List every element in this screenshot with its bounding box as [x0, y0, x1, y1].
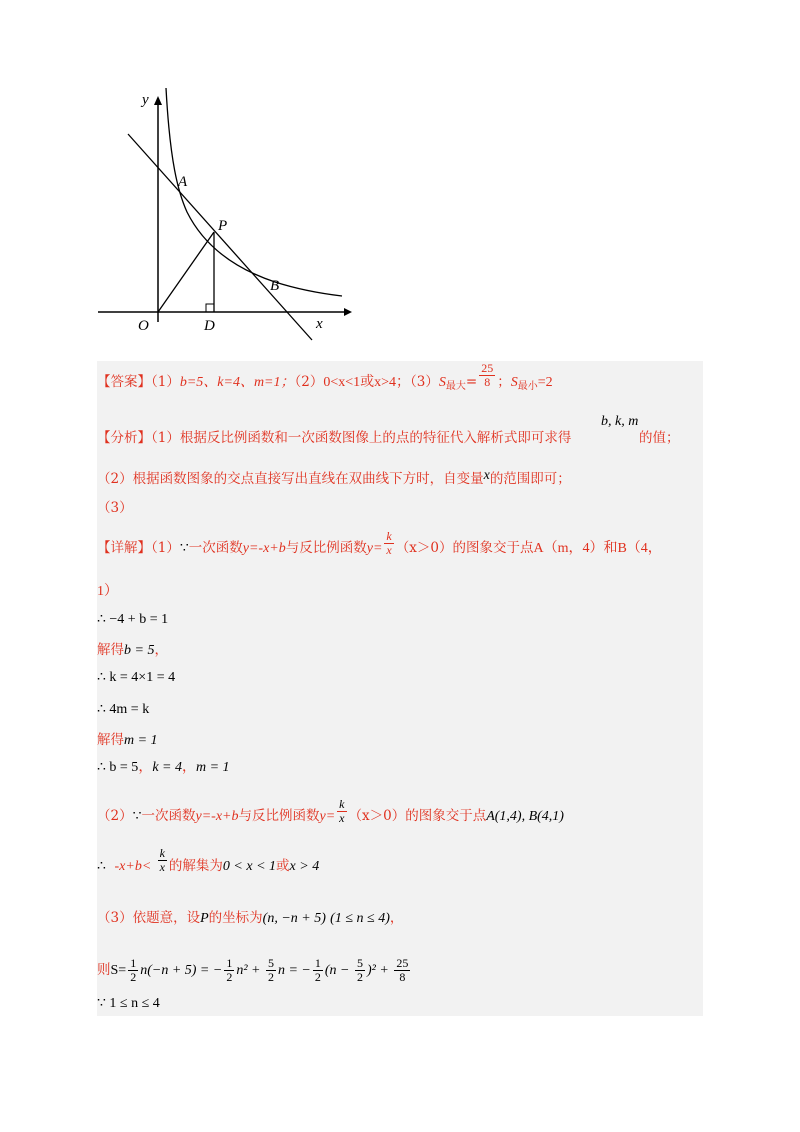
solve1	[97, 641, 168, 660]
solve2-eq: m = 1	[124, 733, 158, 748]
analysis-line3: （3）	[97, 500, 133, 516]
solution-2: x > 4	[289, 859, 320, 874]
answer-part1: （1）	[151, 374, 180, 390]
frac2-k: k	[339, 797, 345, 811]
h3-num: 1	[314, 956, 321, 970]
detail3-P: P	[200, 911, 209, 926]
segment-OP	[158, 232, 214, 312]
detail-text-a: 一次函数	[188, 540, 243, 556]
analysis-text1: （1）根据反比例函数和一次函数图像上的点的特征代入解析式即可求得	[151, 430, 572, 446]
smin-value: =2	[537, 375, 553, 390]
detail-tag: 【详解】	[97, 540, 151, 556]
a25-num: 25	[396, 956, 409, 970]
inverse-function-2: y=	[319, 809, 336, 824]
right-angle-mark	[206, 304, 214, 312]
detail-text-c: （x＞0）的图象交于点	[395, 540, 534, 556]
smax-eq: =	[465, 374, 478, 390]
h1-den: 2	[130, 970, 137, 984]
five-halves-2	[355, 957, 365, 984]
k-over-x-fraction	[384, 530, 393, 557]
detail-part1: （1）	[151, 540, 180, 556]
analysis-tag: 【分析】	[97, 430, 151, 446]
analysis-line1	[97, 429, 571, 447]
analysis-text2b: 的范围即可；	[489, 471, 571, 487]
analysis-var-x: x	[483, 468, 490, 483]
eq3: ∴ 4m = k	[97, 702, 150, 717]
area-formula	[97, 957, 412, 984]
linear-function: y=-x+b	[242, 541, 286, 556]
answer-sep: ；	[497, 374, 511, 390]
twentyfive-eighths	[394, 957, 410, 984]
x-axis-arrow	[344, 308, 352, 316]
eq4-m: m = 1	[195, 760, 230, 775]
eq1: ∴ −4 + b = 1	[97, 612, 169, 627]
function-graph	[90, 82, 360, 348]
label-y: y	[142, 92, 149, 108]
detail3-text-a: （3）依题意，设	[97, 910, 201, 926]
h6-den: 2	[357, 970, 363, 984]
eq4-b: ∴ b = 5	[97, 760, 139, 775]
eq4-k: k = 4	[152, 760, 182, 775]
a25-den: 8	[399, 970, 406, 984]
smax-label: S	[438, 375, 446, 390]
area-S: S	[110, 963, 119, 978]
k-over-x-fraction-2	[337, 798, 346, 825]
frac3-k: k	[159, 846, 165, 860]
detail3-coord: (n, −n + 5)	[262, 911, 326, 926]
detail3-range: (1 ≤ n ≤ 4)	[330, 911, 390, 926]
k-over-x-fraction-3	[158, 847, 167, 874]
solution-1: 0 < x < 1	[222, 859, 277, 874]
eq4-sep1: ，	[138, 760, 153, 775]
detail-part2: （2）	[97, 808, 133, 824]
detail2-text-b: 与反比例函数	[238, 808, 320, 824]
analysis-text2a: （2）根据函数图象的交点直接写出直线在双曲线下方时，自变量	[97, 471, 484, 487]
solution-set-text: 的解集为	[168, 858, 223, 874]
smax-fraction	[479, 362, 495, 389]
answer-tag: 【答案】	[97, 374, 151, 390]
straight-line	[128, 134, 312, 340]
smax-sub: 最大	[445, 381, 466, 392]
h2-num: 1	[226, 956, 233, 970]
solve1-label: 解得	[97, 642, 124, 658]
smax-den: 8	[484, 375, 491, 389]
answer-part1-text: b=5、k=4、m=1；	[179, 375, 295, 390]
detail2-text-c: （x＞0）的图象交于点	[348, 808, 487, 824]
label-x: x	[316, 316, 323, 332]
label-P: P	[218, 218, 228, 234]
solve1-end: ，	[154, 642, 168, 658]
h6-num: 5	[357, 956, 363, 970]
area-prefix: 则	[97, 962, 111, 978]
eq2: ∴ k = 4×1 = 4	[97, 670, 176, 685]
five-halves-1	[266, 957, 276, 984]
half-fraction-3	[313, 957, 323, 984]
solution-panel	[97, 361, 703, 1016]
hyperbola-curve	[166, 88, 342, 296]
y-axis-arrow	[154, 96, 162, 105]
h5-den: 2	[267, 970, 274, 984]
frac3-x: x	[159, 860, 165, 874]
solve2-label: 解得	[97, 732, 124, 748]
area-term2: n² +	[236, 963, 264, 978]
half-fraction-2	[224, 957, 234, 984]
last-line: ∵ 1 ≤ n ≤ 4	[97, 996, 160, 1011]
area-eq: =	[118, 963, 127, 978]
h3-den: 2	[314, 970, 321, 984]
eq4	[97, 759, 230, 777]
answer-part3: （3）	[410, 374, 439, 390]
h5-num: 5	[267, 956, 274, 970]
label-B: B	[270, 278, 280, 294]
points-AB: A(1,4), B(4,1)	[486, 809, 564, 824]
label-A: A	[178, 174, 188, 190]
frac2-x: x	[339, 811, 345, 825]
answer-line	[97, 361, 553, 396]
answer-part2-text: 0<x<1或x>4；	[323, 375, 411, 390]
detail-line3	[97, 909, 403, 928]
detail2-text-a: 一次函数	[141, 808, 196, 824]
eq4-sep2: ，	[181, 760, 196, 775]
smin-sub: 最小	[517, 381, 538, 392]
area-term5: )² +	[367, 963, 393, 978]
smin-label: S	[510, 375, 518, 390]
h1-num: 1	[130, 956, 137, 970]
solve1-eq: b = 5	[124, 643, 155, 658]
analysis-line2	[97, 467, 571, 488]
frac-x: x	[386, 543, 392, 557]
area-term1: n(−n + 5) = −	[140, 963, 223, 978]
detail-ineq	[97, 846, 320, 876]
ineq-left: -x+b<	[114, 859, 152, 874]
answer-part2: （2）	[294, 374, 324, 390]
frac-k: k	[386, 529, 392, 543]
detail-text-b: 与反比例函数	[285, 540, 367, 556]
solution-or: 或	[276, 858, 290, 874]
because-symbol-2: ∵	[132, 809, 142, 824]
area-term3: n = −	[277, 963, 311, 978]
h2-den: 2	[226, 970, 233, 984]
detail-line1	[97, 529, 662, 558]
area-term4: (n −	[324, 963, 353, 978]
analysis-vars: b, k, m	[601, 414, 639, 429]
smax-num: 25	[481, 361, 494, 375]
detail-line1-cont: 1）	[97, 584, 118, 599]
analysis-line1-end: 的值；	[639, 430, 680, 446]
label-D: D	[204, 318, 215, 334]
half-fraction-1	[128, 957, 138, 984]
point-B: B（4，	[617, 541, 662, 556]
detail3-end: ，	[389, 910, 404, 926]
linear-function-2: y=-x+b	[195, 809, 239, 824]
solve2	[97, 731, 158, 750]
therefore-symbol: ∴	[97, 859, 106, 874]
point-A: A（m，4）和	[533, 541, 618, 556]
detail-line2	[97, 797, 564, 826]
because-symbol: ∵	[179, 541, 189, 556]
detail3-text-b: 的坐标为	[208, 910, 263, 926]
inverse-function: y=	[366, 541, 383, 556]
label-O: O	[138, 318, 149, 334]
